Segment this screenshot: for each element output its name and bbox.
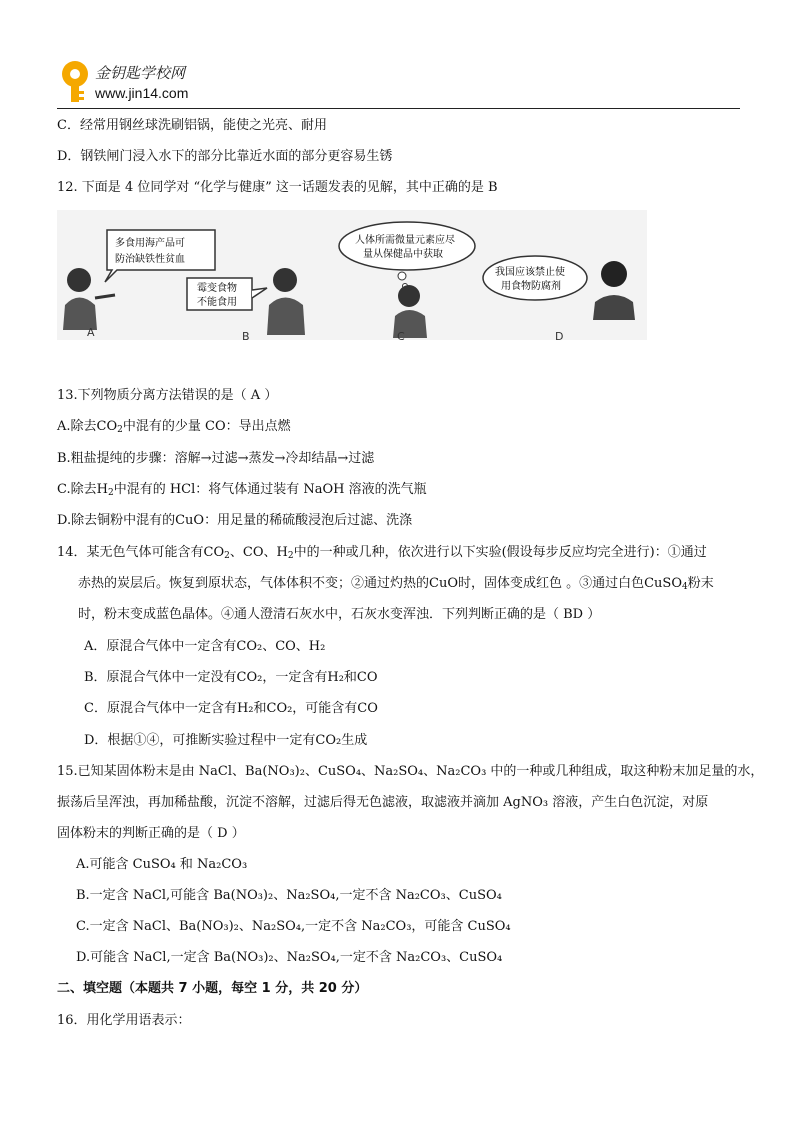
student-b [187, 268, 305, 340]
svg-text:防治缺铁性贫血: 防治缺铁性贫血 [115, 254, 185, 265]
student-c [339, 222, 475, 340]
svg-text:我国应该禁止使: 我国应该禁止使 [495, 267, 565, 278]
q15-option-d: D.可能含 NaCl,一定含 Ba(NO₃)₂、Na₂SO₄,一定不含 Na₂CO₃、CuSO₄ [76, 950, 503, 965]
thought-bubble-c [339, 222, 475, 270]
q15-stem-line3: 固体粉末的判断正确的是（ D ） [57, 826, 245, 841]
q14-option-c: C．原混合气体中一定含有H₂和CO₂，可能含有CO [84, 701, 378, 716]
svg-text:多食用海产品可: 多食用海产品可 [115, 238, 185, 249]
logo-title: 金钥匙学校网 [95, 64, 186, 82]
four-students-figure [57, 210, 647, 340]
speech-bubble-d [483, 256, 587, 300]
header-divider [57, 108, 740, 109]
health-illustration [57, 210, 647, 340]
q15-option-b: B.一定含 NaCl,可能含 Ba(NO₃)₂、Na₂SO₄,一定不含 Na₂CO₃、CuSO₄ [76, 888, 502, 903]
key-logo-icon [57, 58, 267, 104]
q13-option-a: A.除去$CO_2$中混有的少量 CO：导出点燃 [57, 419, 291, 435]
q15-stem-line2: 振荡后呈浑浊，再加稀盐酸，沉淀不溶解，过滤后得无色滤液，取滤液并滴加 AgNO₃ 溶液，产生白色沉淀，对原 [57, 795, 709, 810]
label-b: B [242, 330, 250, 340]
svg-text:不能食用: 不能食用 [197, 297, 237, 308]
q14-option-a: A．原混合气体中一定含有CO₂、CO、H₂ [84, 639, 326, 654]
q14-option-b: B．原混合气体中一定没有CO₂，一定含有H₂和CO [84, 670, 378, 685]
q14-stem-line1: 14．某无色气体可能含有$CO_2$、CO、$H_2$中的一种或几种，依次进行以下实验(假设每步反应均完全进行)：①通过 [57, 545, 707, 561]
q11-option-c: C．经常用钢丝球洗刷铝锅，能使之光亮、耐用 [57, 118, 327, 133]
svg-text:霉变食物: 霉变食物 [197, 283, 237, 294]
q13-option-b: B.粗盐提纯的步骤：溶解→过滤→蒸发→冷却结晶→过滤 [57, 451, 375, 466]
q15-option-a: A.可能含 CuSO₄ 和 Na₂CO₃ [76, 857, 248, 872]
q16-stem: 16．用化学用语表示： [57, 1013, 191, 1028]
q14-stem-line2: 赤热的炭层后。恢复到原状态，气体体积不变；②通过灼热的CuO时，固体变成红色 。③通过白色CuSO$_4$粉末 [78, 576, 714, 592]
label-c: C [397, 330, 405, 340]
student-d [483, 256, 635, 340]
svg-text:人体所需微量元素应尽: 人体所需微量元素应尽 [355, 235, 455, 246]
logo-url: www.jin14.com [95, 85, 189, 101]
q13-option-c: C.除去$H_2$中混有的 HCl：将气体通过装有 NaOH 溶液的洗气瓶 [57, 482, 427, 498]
q11-option-d: D．钢铁闸门浸入水下的部分比靠近水面的部分更容易生锈 [57, 149, 393, 164]
site-logo [57, 58, 267, 104]
q15-option-c: C.一定含 NaCl、Ba(NO₃)₂、Na₂SO₄,一定不含 Na₂CO₃，可能含 CuSO₄ [76, 919, 511, 934]
q15-stem-line1: 15.已知某固体粉末是由 NaCl、Ba(NO₃)₂、CuSO₄、Na₂SO₄、Na₂CO₃ 中的一种或几种组成，取这种粉末加足量的水， [57, 764, 764, 779]
label-d: D [555, 330, 564, 340]
q14-stem-line3: 时，粉末变成蓝色晶体。④通人澄清石灰水中，石灰水变浑浊．下列判断正确的是（ BD ） [78, 607, 601, 622]
section-heading: 二、填空题（本题共 7 小题，每空 1 分，共 20 分） [57, 981, 368, 996]
svg-text:量从保健品中获取: 量从保健品中获取 [363, 249, 443, 260]
q12-stem: 12. 下面是 4 位同学对 “化学与健康” 这一话题发表的见解，其中正确的是 B [57, 180, 498, 195]
q14-option-d: D．根据①④，可推断实验过程中一定有CO₂生成 [84, 733, 368, 748]
q13-stem: 13.下列物质分离方法错误的是（ A ） [57, 388, 278, 403]
label-a: A [87, 326, 95, 339]
svg-text:用食物防腐剂: 用食物防腐剂 [501, 281, 561, 292]
q13-option-d: D.除去铜粉中混有的CuO：用足量的稀硫酸浸泡后过滤、洗涤 [57, 513, 413, 528]
